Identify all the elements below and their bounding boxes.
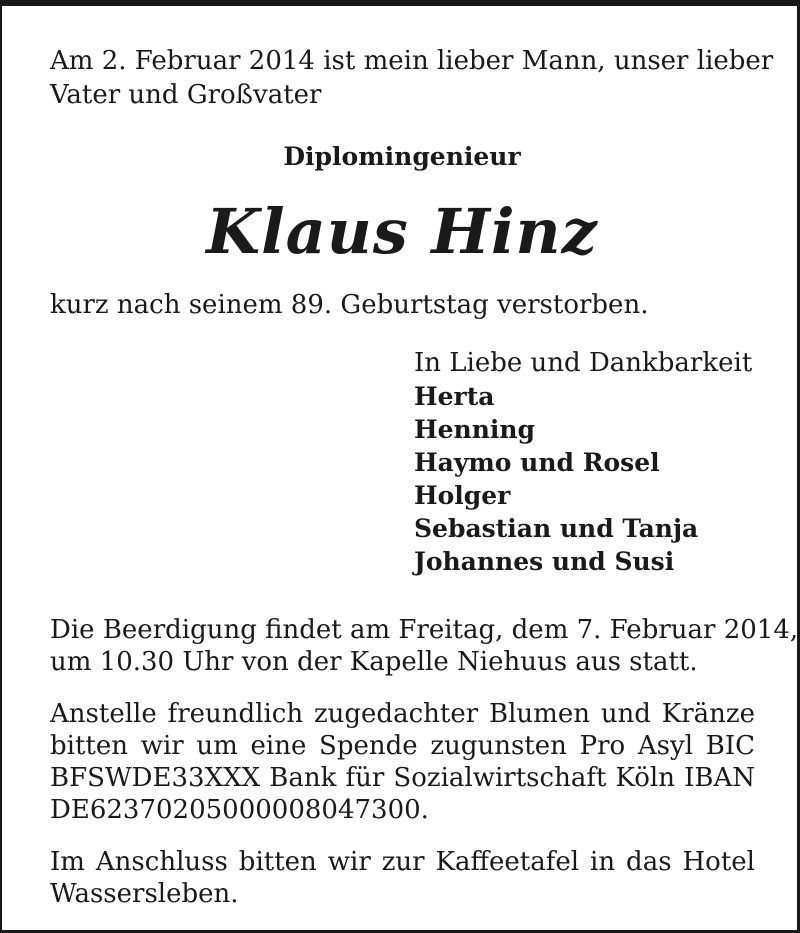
- mourner-name: Henning: [414, 415, 536, 444]
- donation-line-2: bitten wir um eine Spende zugunsten Pro Asyl BIC: [50, 731, 755, 761]
- deceased-name: Klaus Hinz: [206, 195, 598, 268]
- mourner-name: Herta: [414, 382, 495, 411]
- funeral-paragraph: [50, 614, 799, 678]
- reception-paragraph: [50, 846, 755, 910]
- donation-line-1: Anstelle freundlich zugedachter Blumen und Kränze: [50, 699, 755, 729]
- mourner-name: Sebastian und Tanja: [414, 514, 699, 543]
- academic-title: Diplomingenieur: [283, 142, 521, 171]
- donation-line-4: DE62370205000008047300.: [50, 795, 429, 825]
- mourners-greeting: In Liebe und Dankbarkeit: [414, 348, 753, 378]
- mourner-name: Johannes und Susi: [414, 547, 675, 576]
- death-statement: kurz nach seinem 89. Geburtstag verstorben.: [50, 290, 649, 320]
- intro-line-2: Vater und Großvater: [50, 80, 322, 110]
- donation-paragraph: [50, 698, 755, 826]
- donation-line-3: BFSWDE33XXX Bank für Sozialwirtschaft Köln IBAN: [50, 763, 755, 793]
- mourners-block: [414, 347, 752, 578]
- intro-text: [50, 44, 774, 112]
- intro-line-1: Am 2. Februar 2014 ist mein lieber Mann, unser lieber: [50, 46, 774, 76]
- funeral-line-1: Die Beerdigung findet am Freitag, dem 7. Februar 2014,: [50, 615, 799, 645]
- mourner-name: Haymo und Rosel: [414, 448, 660, 477]
- mourner-name: Holger: [414, 481, 511, 510]
- reception-line-2: Wassersleben.: [50, 879, 239, 909]
- funeral-line-2: um 10.30 Uhr von der Kapelle Niehuus aus statt.: [50, 647, 698, 677]
- reception-line-1: Im Anschluss bitten wir zur Kaffeetafel in das Hotel: [50, 847, 755, 877]
